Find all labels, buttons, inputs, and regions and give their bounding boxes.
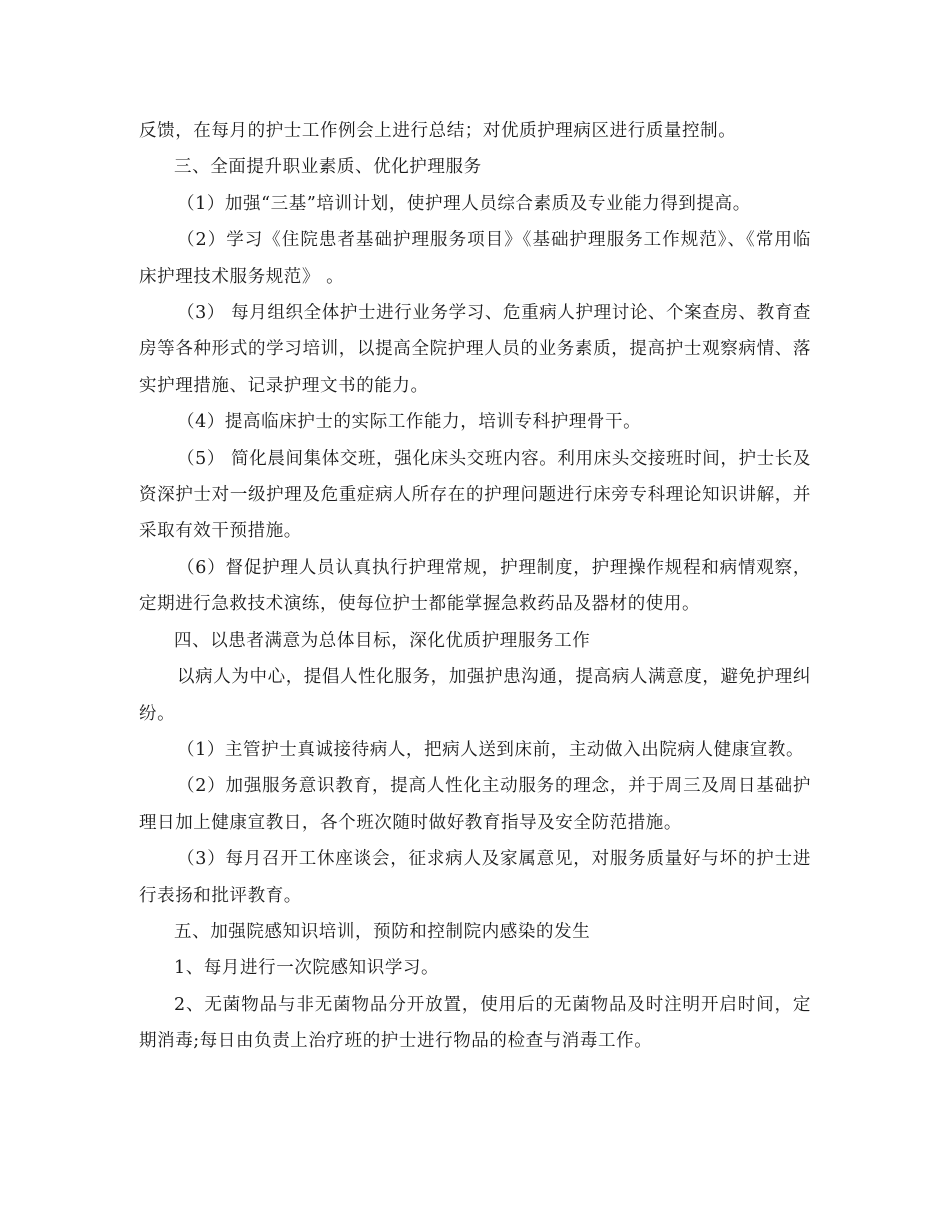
list-item-3-3: （3） 每月组织全体护士进行业务学习、危重病人护理讨论、个案查房、教育查房等各种形式的学习培训，以提高全院护理人员的业务素质，提高护士观察病情、落实护理措施、记录护理文书的能力。 <box>139 303 811 396</box>
section-heading-4: 四、以患者满意为总体目标，深化优质护理服务工作 <box>174 630 591 651</box>
list-item-3-2: （2）学习《住院患者基础护理服务项目》《基础护理服务工作规范》、《常用临床护理技术服务规范》 。 <box>139 230 811 287</box>
list-item-3-4: （4）提高临床护士的实际工作能力，培训专科护理骨干。 <box>177 412 642 433</box>
section-heading-5: 五、加强院感知识培训，预防和控制院内感染的发生 <box>174 921 591 942</box>
list-item-3-5: （5） 简化晨间集体交班，强化床头交班内容。利用床头交接班时间，护士长及资深护士对一级护理及危重症病人所存在的护理问题进行床旁专科理论知识讲解，并采取有效干预措施。 <box>139 448 811 542</box>
document-body <box>139 113 811 1060</box>
list-item-5-1: 1、每月进行一次院感知识学习。 <box>174 958 440 979</box>
list-item-4-1: （1）主管护士真诚接待病人，把病人送到床前，主动做入出院病人健康宣教。 <box>177 739 805 760</box>
list-item-5-2: 2、无菌物品与非无菌物品分开放置，使用后的无菌物品及时注明开启时间，定期消毒;每日由负责上治疗班的护士进行物品的检查与消毒工作。 <box>139 994 811 1052</box>
list-item-3-1: （1）加强“三基”培训计划，使护理人员综合素质及专业能力得到提高。 <box>177 193 751 214</box>
section-heading-3: 三、全面提升职业素质、优化护理服务 <box>174 157 482 178</box>
list-item-4-2: （2）加强服务意识教育，提高人性化主动服务的理念，并于周三及周日基础护理日加上健康宣教日，各个班次随时做好教育指导及安全防范措施。 <box>139 776 811 833</box>
list-item-3-6: （6）督促护理人员认真执行护理常规，护理制度，护理操作规程和病情观察，定期进行急救技术演练，使每位护士都能掌握急救药品及器材的使用。 <box>139 557 811 615</box>
paragraph-4-intro: 以病人为中心，提倡人性化服务，加强护患沟通，提高病人满意度，避免护理纠纷。 <box>139 667 811 724</box>
list-item-4-3: （3）每月召开工休座谈会，征求病人及家属意见，对服务质量好与坏的护士进行表扬和批评教育。 <box>139 849 811 906</box>
paragraph-feedback: 反馈，在每月的护士工作例会上进行总结；对优质护理病区进行质量控制。 <box>139 121 737 141</box>
